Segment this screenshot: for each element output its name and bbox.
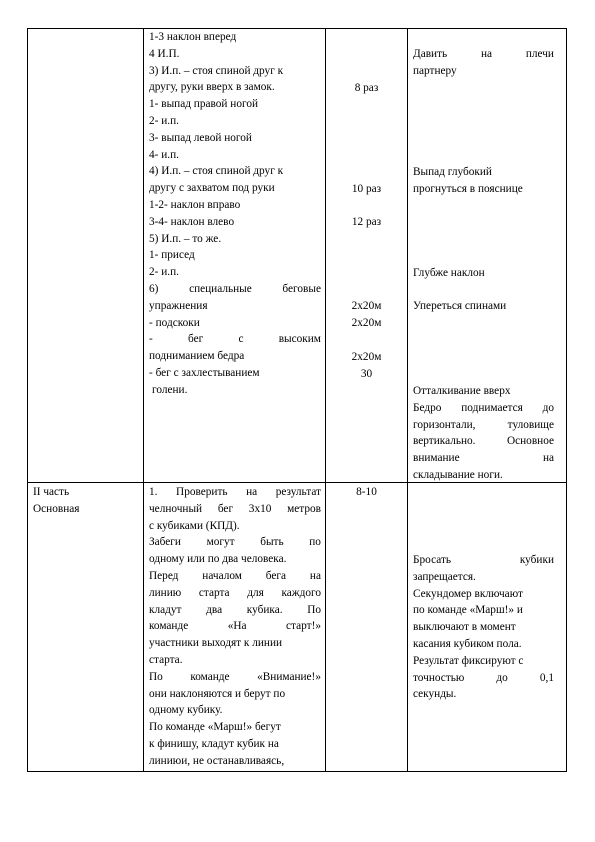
exercise-line: 1- выпад правой ногой (149, 98, 259, 111)
note-line: партнеру (413, 64, 457, 77)
note-line: складывание ноги. (413, 468, 503, 481)
row1-dosage-2x20-a: 2х20м (351, 300, 382, 312)
row2-dosage: 8-10 (356, 486, 377, 498)
table-col-divider-2 (325, 28, 326, 772)
word: Проверить (176, 486, 228, 498)
exercise-line: голени. (152, 383, 188, 396)
word: бега (265, 569, 287, 582)
note-line (413, 417, 554, 434)
exercise-line (149, 669, 321, 686)
word: кубики (519, 554, 554, 566)
word: каждого (281, 586, 321, 599)
note-line: касания кубиком пола. (413, 637, 522, 650)
word: Основное (506, 435, 554, 448)
row1-notes-lunge (413, 164, 554, 198)
word: два (206, 603, 223, 616)
word: до (496, 671, 508, 684)
word: «На (227, 620, 247, 633)
word: Бросать (413, 554, 452, 566)
word: точностью (413, 671, 465, 684)
exercise-line: 1-3 наклон вперед (149, 31, 237, 43)
word: бег (217, 502, 234, 515)
exercise-line: линиюи, не останавливаясь, (149, 754, 285, 767)
exercise-line: 1-2- наклон вправо (149, 198, 241, 211)
note-line (413, 433, 554, 450)
row2-exercises-cell (149, 484, 321, 770)
row1-dosage-2x20-c: 2х20м (351, 351, 382, 363)
word: специальные (189, 282, 252, 295)
row1-notes-run (413, 383, 554, 484)
word: бег (187, 333, 204, 346)
row1-dosage-10: 10 раз (351, 183, 382, 195)
word: по (309, 536, 321, 549)
exercise-line (149, 281, 321, 298)
exercise-line: с кубиками (КПД). (149, 519, 240, 532)
word: По (307, 603, 321, 616)
word: быть (260, 536, 284, 549)
word: метров (287, 502, 321, 515)
note-line: запрещается. (413, 570, 476, 583)
word: челночный (149, 502, 203, 515)
exercise-line (149, 331, 321, 348)
word: 3х10 (248, 502, 272, 515)
exercise-line: - бег с захлестыванием (149, 366, 260, 379)
word: на (480, 48, 493, 60)
exercise-line: 3) И.п. – стоя спиной друг к (149, 64, 284, 77)
note-line: Выпад глубокий (413, 166, 492, 178)
exercise-line: подниманием бедра (149, 350, 245, 363)
row2-notes (413, 552, 554, 703)
exercise-line: - подскоки (149, 316, 200, 329)
exercise-line: участники выходят к линии (149, 637, 283, 650)
row1-dosage-30: 30 (360, 368, 373, 380)
word: 0,1 (539, 671, 554, 684)
row1-notes-press (413, 46, 554, 80)
word: старт!» (286, 620, 321, 633)
word: на (309, 569, 321, 582)
note-line (413, 552, 554, 569)
exercise-line (149, 602, 321, 619)
exercise-line: 5) И.п. – то же. (149, 232, 222, 245)
word: для (247, 586, 264, 599)
exercise-line (149, 618, 321, 635)
exercise-line: к финишу, кладут кубик на (149, 737, 279, 750)
word: туловище (507, 418, 554, 431)
word: кладут (149, 603, 182, 616)
word: началом (202, 569, 242, 582)
note-line: Отталкивание вверх (413, 385, 511, 397)
exercise-line (149, 484, 321, 501)
exercise-line: другу с захватом под руки (149, 182, 275, 195)
row1-dosage-2x20-b: 2х20м (351, 317, 382, 329)
note-line (413, 400, 554, 417)
word: кубика. (246, 603, 283, 616)
word: По (149, 670, 163, 683)
row1-dosage-8: 8 раз (354, 82, 379, 94)
word: беговые (282, 282, 321, 295)
word: старта (198, 586, 230, 599)
table-border-left (27, 28, 28, 772)
row1-notes-backs: Упереться спинами (413, 300, 507, 312)
word: 6) (149, 282, 159, 295)
word: плечи (525, 48, 554, 60)
word: вертикально. (413, 435, 476, 448)
word: 1. (149, 486, 158, 498)
note-line (413, 670, 554, 687)
exercise-line: одному или по два человека. (149, 553, 287, 566)
exercise-line: другу, руки вверх в замок. (149, 81, 275, 94)
table-col-divider-1 (143, 28, 144, 772)
exercise-line: 4) И.п. – стоя спиной друг к (149, 165, 284, 178)
word: результат (275, 486, 321, 498)
word: высоким (278, 333, 321, 346)
exercise-line: 4- и.п. (149, 148, 179, 161)
word: внимание (413, 452, 460, 465)
exercise-line: 2- и.п. (149, 266, 179, 279)
exercise-line: 2- и.п. (149, 114, 179, 127)
note-line (413, 46, 554, 63)
exercise-line (149, 501, 321, 518)
row1-notes-bend: Глубже наклон (413, 267, 485, 279)
exercise-line: старта. (149, 653, 183, 666)
row1-dosage-12: 12 раз (351, 216, 382, 228)
exercise-line: По команде «Марш!» бегут (149, 721, 281, 734)
exercise-line: они наклоняются и берут по (149, 687, 286, 700)
word: команде (190, 670, 230, 683)
table-border-bottom (27, 771, 567, 772)
note-line (413, 450, 554, 467)
exercise-line (149, 585, 321, 602)
row1-exercises-cell (149, 29, 321, 399)
word: поднимается (461, 401, 523, 414)
word: горизонтали, (413, 418, 476, 431)
word: «Внимание!» (257, 670, 321, 683)
word: на (542, 452, 554, 465)
word: с (238, 333, 244, 346)
word: могут (206, 536, 235, 549)
word: Давить (413, 48, 448, 60)
note-line: Результат фиксируют с (413, 654, 524, 667)
word: Бедро (413, 401, 442, 414)
exercise-line: упражнения (149, 299, 208, 312)
exercise-line (149, 534, 321, 551)
section-part: II часть (33, 486, 70, 498)
word: Забеги (149, 536, 181, 549)
exercise-line: одному кубику. (149, 704, 223, 717)
table-col-divider-3 (407, 28, 408, 772)
note-line: секунды. (413, 688, 457, 701)
note-line: выключают в момент (413, 621, 516, 634)
note-line: прогнуться в пояснице (413, 182, 523, 195)
word: линию (149, 586, 182, 599)
section-name: Основная (33, 502, 80, 515)
word: до (542, 401, 554, 414)
word: Перед (149, 569, 179, 582)
exercise-line: 3-4- наклон влево (149, 215, 235, 228)
exercise-line (149, 568, 321, 585)
table-border-right (566, 28, 567, 772)
exercise-line: 4 И.П. (149, 47, 180, 60)
exercise-line: 3- выпад левой ногой (149, 131, 252, 144)
word: на (246, 486, 258, 498)
exercise-line: 1- присед (149, 249, 195, 262)
word: команде (149, 620, 189, 633)
note-line: Секундомер включают (413, 587, 523, 600)
word: - (149, 333, 153, 346)
note-line: по команде «Марш!» и (413, 604, 523, 617)
row2-section-label (33, 484, 139, 518)
